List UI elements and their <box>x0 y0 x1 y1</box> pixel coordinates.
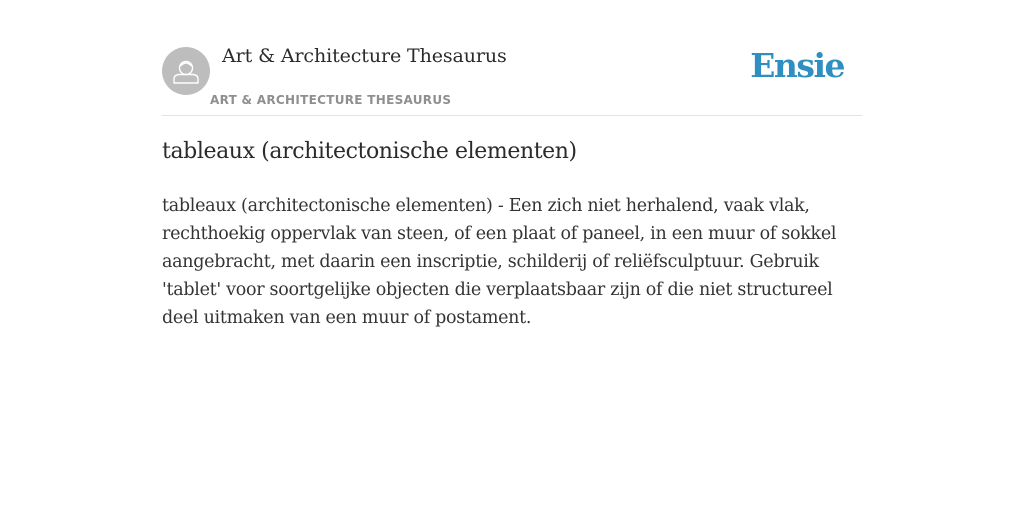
page-container <box>162 0 862 328</box>
author-name[interactable]: Art & Architecture Thesaurus <box>222 45 507 67</box>
author-avatar[interactable] <box>162 47 210 95</box>
entry-header <box>162 0 862 116</box>
entry-definition: tableaux (architectonische elementen) - Een zich niet herhalend, vaak vlak, rechthoekig oppervlak van steen, of een plaat of paneel, in een muur of sokkel aangebracht, met daarin een inscriptie, schilderij of reliëfsculptuur. Gebruik 'tablet' voor soortgelijke objecten die verplaatsbaar zijn of die niet structureel deel uitmaken van een muur of postament. <box>162 196 837 328</box>
entry-title: tableaux (architectonische elementen) <box>162 139 577 164</box>
ensie-logo[interactable]: Ensie <box>750 46 844 85</box>
user-icon <box>162 47 210 95</box>
author-source-link[interactable]: ART & ARCHITECTURE THESAURUS <box>210 93 452 107</box>
